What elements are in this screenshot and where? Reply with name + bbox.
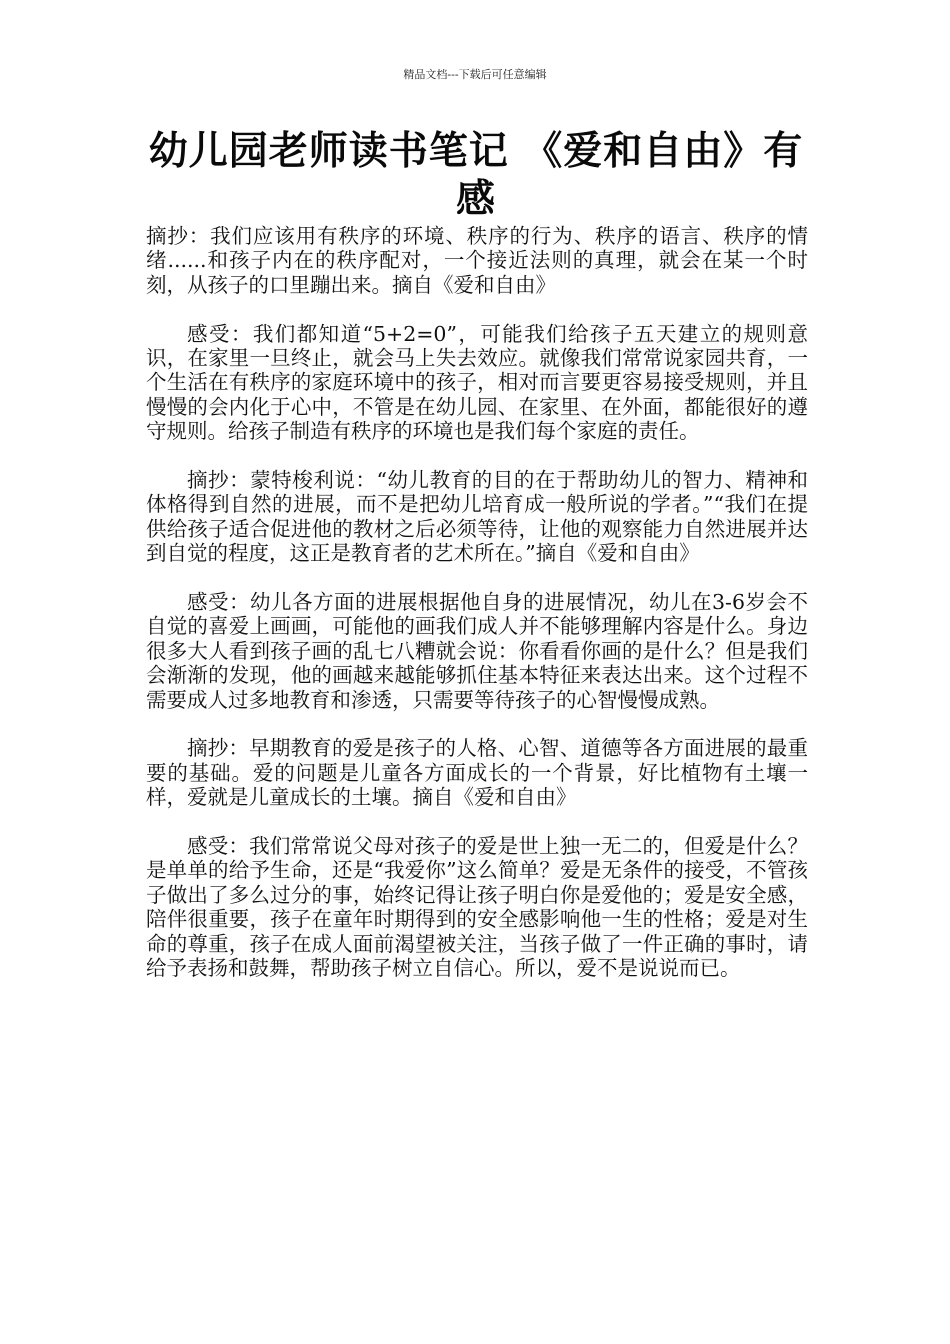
document-body — [146, 224, 808, 1005]
reflection-paragraph-3: 感受：我们常常说父母对孩子的爱是世上独一无二的，但爱是什么？是单单的给予生命，还是“我爱你”这么简单？爱是无条件的接受，不管孩子做出了多么过分的事，始终记得让孩子明白你是爱他的；爱是安全感，陪伴很重要，孩子在童年时期得到的安全感影响他一生的性格；爱是对生命的尊重，孩子在成人面前渴望被关注，当孩子做了一件正确的事时，请给予表扬和鼓舞，帮助孩子树立自信心。所以，爱不是说说而已。 — [146, 834, 808, 981]
page-header-note: 精品文档---下载后可任意编辑 — [403, 68, 547, 81]
document-title: 幼儿园老师读书笔记 《爱和自由》有感 — [148, 129, 804, 222]
excerpt-paragraph-3: 摘抄：早期教育的爱是孩子的人格、心智、道德等各方面进展的最重要的基础。爱的问题是儿童各方面成长的一个背景，好比植物有土壤一样，爱就是儿童成长的土壤。摘自《爱和自由》 — [146, 736, 808, 810]
excerpt-paragraph-1: 摘抄：我们应该用有秩序的环境、秩序的行为、秩序的语言、秩序的情绪......和孩子内在的秩序配对，一个接近法则的真理，就会在某一个时刻，从孩子的口里蹦出来。摘自《爱和自由》 — [146, 224, 808, 297]
reflection-paragraph-2: 感受：幼儿各方面的进展根据他自身的进展情况，幼儿在3-6岁会不自觉的喜爱上画画，可能他的画我们成人并不能够理解内容是什么。身边很多大人看到孩子画的乱七八糟就会说：你看看你画的是什么？但是我们会渐渐的发现，他的画越来越能够抓住基本特征来表达出来。这个过程不需要成人过多地教育和渗透，只需要等待孩子的心智慢慢成熟。 — [146, 590, 808, 712]
reflection-paragraph-1: 感受：我们都知道“5+2=0”，可能我们给孩子五天建立的规则意识，在家里一旦终止，就会马上失去效应。就像我们常常说家园共育，一个生活在有秩序的家庭环境中的孩子，相对而言要更容易接受规则，并且慢慢的会内化于心中，不管是在幼儿园、在家里、在外面，都能很好的遵守规则。给孩子制造有秩序的环境也是我们每个家庭的责任。 — [146, 321, 808, 444]
excerpt-paragraph-2: 摘抄：蒙特梭利说：“幼儿教育的目的在于帮助幼儿的智力、精神和体格得到自然的进展，而不是把幼儿培育成一般所说的学者。”“我们在提供给孩子适合促进他的教材之后必须等待，让他的观察能力自然进展并达到自觉的程度，这正是教育者的艺术所在。”摘自《爱和自由》 — [146, 468, 808, 566]
